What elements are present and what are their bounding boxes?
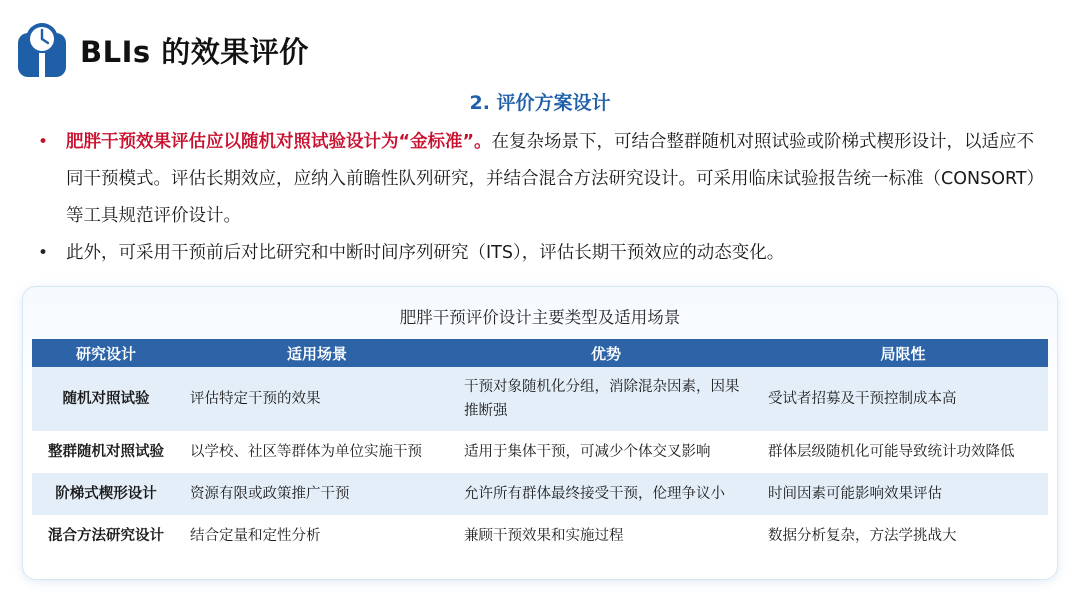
- table-cell: 混合方法研究设计: [32, 515, 180, 557]
- bullet-highlight: 肥胖干预效果评估应以随机对照试验设计为“金标准”。: [66, 132, 492, 152]
- bullet-item: [38, 124, 1048, 235]
- table-cell: 允许所有群体最终接受干预，伦理争议小: [454, 473, 758, 515]
- design-table: [32, 339, 1048, 557]
- page-title: BLIs 的效果评价: [80, 35, 309, 69]
- table-cell: 适用于集体干预，可减少个体交叉影响: [454, 431, 758, 473]
- table-cell: 干预对象随机化分组，消除混杂因素，因果推断强: [454, 367, 758, 431]
- header-cell: 局限性: [758, 339, 1048, 367]
- header-cell: 研究设计: [32, 339, 180, 367]
- table-cell: 时间因素可能影响效果评估: [758, 473, 1048, 515]
- table-cell: 群体层级随机化可能导致统计功效降低: [758, 431, 1048, 473]
- table-row: [32, 473, 1048, 515]
- bullet-text: 此外，可采用干预前后对比研究和中断时间序列研究（ITS），评估长期干预效应的动态变化。: [66, 243, 785, 263]
- bullet-dot-icon: •: [38, 243, 49, 263]
- table-row: [32, 367, 1048, 431]
- table-cell: 随机对照试验: [32, 367, 180, 431]
- bullet-dot-icon: •: [38, 132, 49, 152]
- table-caption: 肥胖干预评价设计主要类型及适用场景: [399, 308, 681, 327]
- table-row: [32, 431, 1048, 473]
- table-cell: 阶梯式楔形设计: [32, 473, 180, 515]
- section-title: 2. 评价方案设计: [469, 92, 611, 114]
- table-cell: 评估特定干预的效果: [180, 367, 454, 431]
- table-header-row: [32, 339, 1048, 367]
- header-cell: 适用场景: [180, 339, 454, 367]
- table-cell: 受试者招募及干预控制成本高: [758, 367, 1048, 431]
- table-cell: 以学校、社区等群体为单位实施干预: [180, 431, 454, 473]
- table-cell: 结合定量和定性分析: [180, 515, 454, 557]
- table-row: [32, 515, 1048, 557]
- header-cell: 优势: [454, 339, 758, 367]
- table-cell: 资源有限或政策推广干预: [180, 473, 454, 515]
- table-cell: 数据分析复杂，方法学挑战大: [758, 515, 1048, 557]
- table-cell: 整群随机对照试验: [32, 431, 180, 473]
- table-cell: 兼顾干预效果和实施过程: [454, 515, 758, 557]
- bullet-list: [38, 124, 1048, 272]
- bullet-text: 在复杂场景下，可结合整群随机对照试验或阶梯式楔形设计，以适应不同干预模式。评估长期效应，应纳入前瞻性队列研究，并结合混合方法研究设计。可采用临床试验报告统一标准（CONSORT）等工具规范评价设计。: [66, 132, 1045, 226]
- clock-person-logo-icon: [18, 19, 66, 77]
- bullet-item: [38, 235, 1048, 272]
